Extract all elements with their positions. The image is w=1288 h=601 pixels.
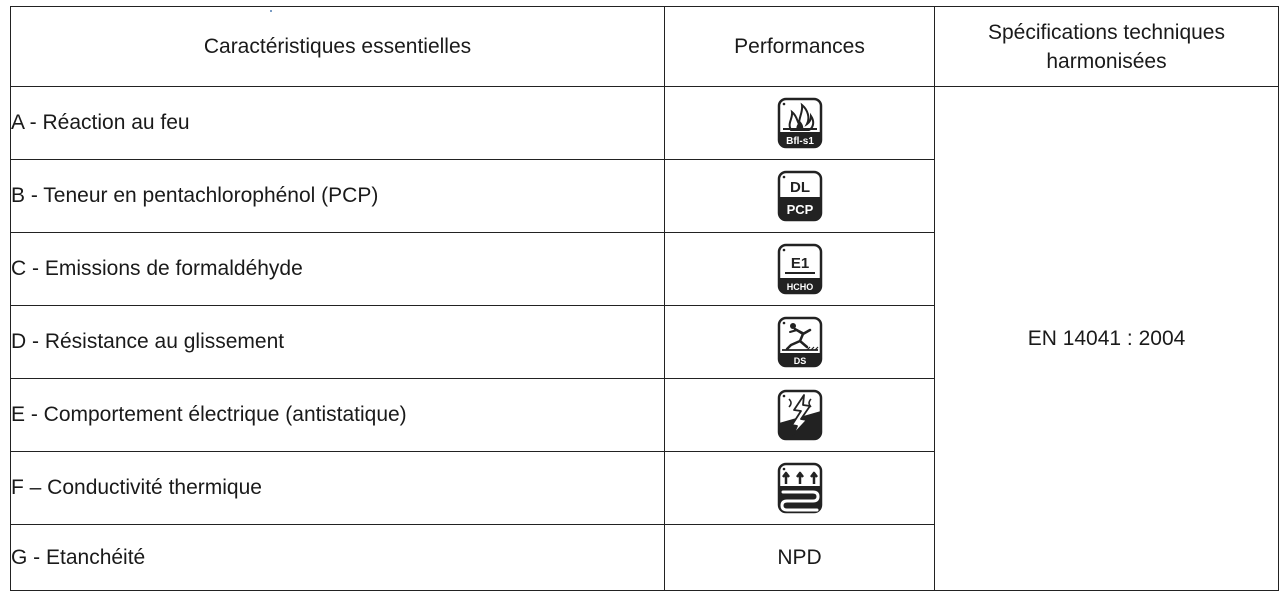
table-row [11, 87, 1279, 160]
row-performance [665, 160, 935, 233]
pcp-icon [777, 170, 823, 222]
row-label: E - Comportement électrique (antistatique) [11, 379, 665, 452]
slip-icon-text: DS [793, 356, 806, 366]
row-performance [665, 306, 935, 379]
performance-npd: NPD [777, 545, 822, 569]
formaldehyde-icon-top: E1 [790, 255, 809, 272]
pcp-icon-top: DL [789, 179, 810, 196]
row-label: F – Conductivité thermique [11, 452, 665, 525]
table-header-row [11, 7, 1279, 87]
row-performance [665, 87, 935, 160]
electrical-behaviour-icon [777, 389, 823, 441]
row-label: G - Etanchéité [11, 525, 665, 591]
row-performance [665, 233, 935, 306]
pcp-icon-bottom: PCP [786, 202, 813, 217]
header-specs-line2: harmonisées [1046, 49, 1167, 73]
header-characteristics: Caractéristiques essentielles [11, 7, 665, 87]
formaldehyde-icon-bottom: HCHO [786, 282, 813, 292]
row-label: B - Teneur en pentachlorophénol (PCP) [11, 160, 665, 233]
header-specs-line1: Spécifications techniques [988, 20, 1225, 44]
fire-reaction-icon [777, 97, 823, 149]
header-specifications [935, 7, 1279, 87]
formaldehyde-icon [777, 243, 823, 295]
row-label: A - Réaction au feu [11, 87, 665, 160]
row-label: C - Emissions de formaldéhyde [11, 233, 665, 306]
row-performance [665, 379, 935, 452]
header-performances: Performances [665, 7, 935, 87]
fire-icon-text: Bfl-s1 [785, 136, 814, 147]
row-performance [665, 452, 935, 525]
row-performance [665, 525, 935, 591]
thermal-conductivity-icon [777, 462, 823, 514]
row-label: D - Résistance au glissement [11, 306, 665, 379]
harmonised-spec-value: EN 14041 : 2004 [935, 87, 1279, 591]
performance-table [10, 6, 1279, 591]
slip-resistance-icon [777, 316, 823, 368]
